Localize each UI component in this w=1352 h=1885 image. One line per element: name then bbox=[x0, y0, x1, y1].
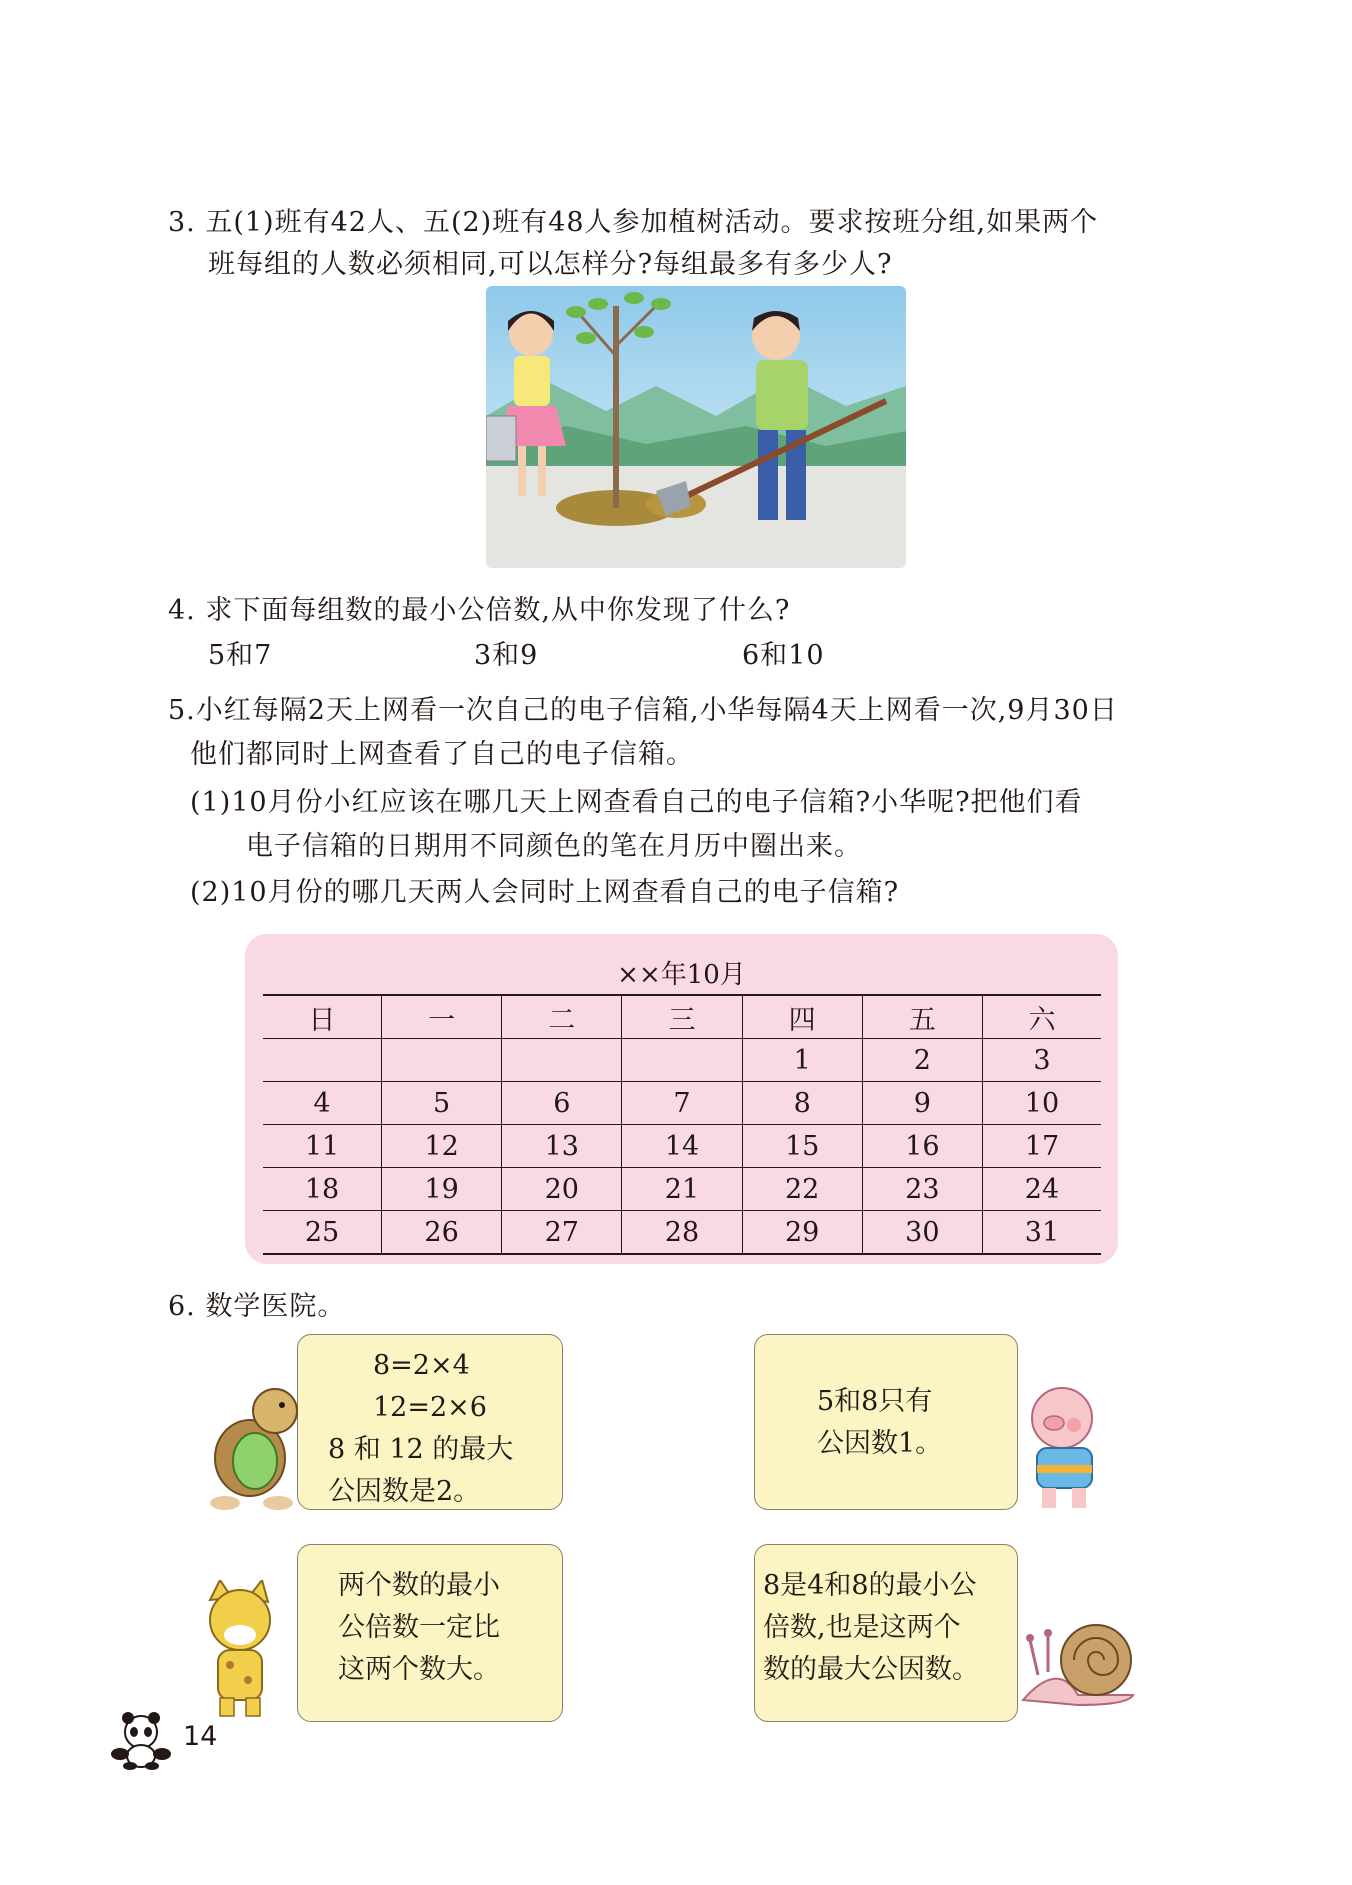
day-cell: 25 bbox=[263, 1211, 382, 1255]
note-line: 8=2×4 bbox=[373, 1350, 470, 1381]
day-cell: 12 bbox=[382, 1125, 502, 1168]
calendar-title: ××年10月 bbox=[617, 960, 746, 990]
day-cell: 19 bbox=[382, 1168, 502, 1211]
q4-pair-2: 3和9 bbox=[474, 640, 539, 671]
day-cell: 20 bbox=[502, 1168, 622, 1211]
note-pig bbox=[754, 1334, 1018, 1510]
note-line: 倍数,也是这两个 bbox=[763, 1612, 961, 1643]
calendar-grid bbox=[263, 994, 1101, 1255]
day-cell: 14 bbox=[622, 1125, 742, 1168]
day-cell: 31 bbox=[982, 1211, 1101, 1255]
q4-pair-1: 5和7 bbox=[208, 640, 273, 671]
note-turtle bbox=[297, 1334, 563, 1510]
calendar-week-row bbox=[263, 1211, 1101, 1255]
panda-icon bbox=[108, 1710, 174, 1774]
note-line: 8 和 12 的最大 bbox=[328, 1434, 514, 1465]
note-snail bbox=[754, 1544, 1018, 1722]
day-cell: 1 bbox=[742, 1039, 862, 1082]
weekday-wed: 三 bbox=[622, 995, 742, 1039]
note-line: 这两个数大。 bbox=[338, 1654, 500, 1685]
day-cell: 29 bbox=[742, 1211, 862, 1255]
day-cell bbox=[502, 1039, 622, 1082]
day-cell: 10 bbox=[982, 1082, 1101, 1125]
weekday-mon: 一 bbox=[382, 995, 502, 1039]
calendar-week-row bbox=[263, 1082, 1101, 1125]
turtle-icon bbox=[210, 1383, 300, 1517]
q5-sub2: (2)10月份的哪几天两人会同时上网查看自己的电子信箱? bbox=[190, 877, 900, 908]
day-cell: 17 bbox=[982, 1125, 1101, 1168]
q3-line-2: 班每组的人数必须相同,可以怎样分?每组最多有多少人? bbox=[208, 249, 893, 280]
weekday-tue: 二 bbox=[502, 995, 622, 1039]
q5-line-2: 他们都同时上网查看了自己的电子信箱。 bbox=[190, 739, 694, 770]
day-cell: 3 bbox=[982, 1039, 1101, 1082]
note-line: 公倍数一定比 bbox=[338, 1612, 500, 1643]
day-cell bbox=[622, 1039, 742, 1082]
q4-pair-3: 6和10 bbox=[742, 640, 825, 671]
q5-line-1: 5.小红每隔2天上网看一次自己的电子信箱,小华每隔4天上网看一次,9月30日 bbox=[168, 695, 1118, 726]
day-cell: 13 bbox=[502, 1125, 622, 1168]
calendar-week-row bbox=[263, 1125, 1101, 1168]
note-line: 公因数是2。 bbox=[328, 1476, 481, 1507]
q5-sub1-line-2: 电子信箱的日期用不同颜色的笔在月历中圈出来。 bbox=[246, 831, 862, 862]
weekday-sat: 六 bbox=[982, 995, 1101, 1039]
pig-icon bbox=[1012, 1383, 1122, 1517]
q4-line-1: 4. 求下面每组数的最小公倍数,从中你发现了什么? bbox=[168, 595, 791, 626]
day-cell: 16 bbox=[862, 1125, 982, 1168]
note-line: 数的最大公因数。 bbox=[763, 1654, 979, 1685]
q6-title: 6. 数学医院。 bbox=[168, 1291, 346, 1322]
day-cell: 21 bbox=[622, 1168, 742, 1211]
day-cell: 27 bbox=[502, 1211, 622, 1255]
day-cell: 2 bbox=[862, 1039, 982, 1082]
weekday-thu: 四 bbox=[742, 995, 862, 1039]
day-cell: 9 bbox=[862, 1082, 982, 1125]
note-line: 8是4和8的最小公 bbox=[763, 1570, 977, 1601]
day-cell: 28 bbox=[622, 1211, 742, 1255]
day-cell bbox=[382, 1039, 502, 1082]
note-cat bbox=[297, 1544, 563, 1722]
weekday-sun: 日 bbox=[263, 995, 382, 1039]
day-cell: 4 bbox=[263, 1082, 382, 1125]
calendar-week-row bbox=[263, 1039, 1101, 1082]
page-number: 14 bbox=[183, 1721, 218, 1752]
q3-line-1: 3. 五(1)班有42人、五(2)班有48人参加植树活动。要求按班分组,如果两个 bbox=[168, 207, 1099, 238]
day-cell: 15 bbox=[742, 1125, 862, 1168]
day-cell: 26 bbox=[382, 1211, 502, 1255]
day-cell: 22 bbox=[742, 1168, 862, 1211]
day-cell: 18 bbox=[263, 1168, 382, 1211]
snail-icon bbox=[1018, 1600, 1138, 1714]
day-cell bbox=[263, 1039, 382, 1082]
weekday-fri: 五 bbox=[862, 995, 982, 1039]
day-cell: 11 bbox=[263, 1125, 382, 1168]
day-cell: 23 bbox=[862, 1168, 982, 1211]
calendar-week-row bbox=[263, 1168, 1101, 1211]
day-cell: 24 bbox=[982, 1168, 1101, 1211]
q5-sub1-line-1: (1)10月份小红应该在哪几天上网查看自己的电子信箱?小华呢?把他们看 bbox=[190, 787, 1083, 818]
day-cell: 7 bbox=[622, 1082, 742, 1125]
note-line: 两个数的最小 bbox=[338, 1570, 500, 1601]
day-cell: 30 bbox=[862, 1211, 982, 1255]
day-cell: 6 bbox=[502, 1082, 622, 1125]
note-line: 12=2×6 bbox=[373, 1392, 487, 1423]
cat-icon bbox=[190, 1580, 300, 1724]
october-calendar bbox=[245, 934, 1118, 1264]
note-line: 公因数1。 bbox=[817, 1428, 943, 1459]
note-line: 5和8只有 bbox=[817, 1386, 933, 1417]
day-cell: 5 bbox=[382, 1082, 502, 1125]
day-cell: 8 bbox=[742, 1082, 862, 1125]
tree-planting-illustration bbox=[486, 286, 906, 568]
